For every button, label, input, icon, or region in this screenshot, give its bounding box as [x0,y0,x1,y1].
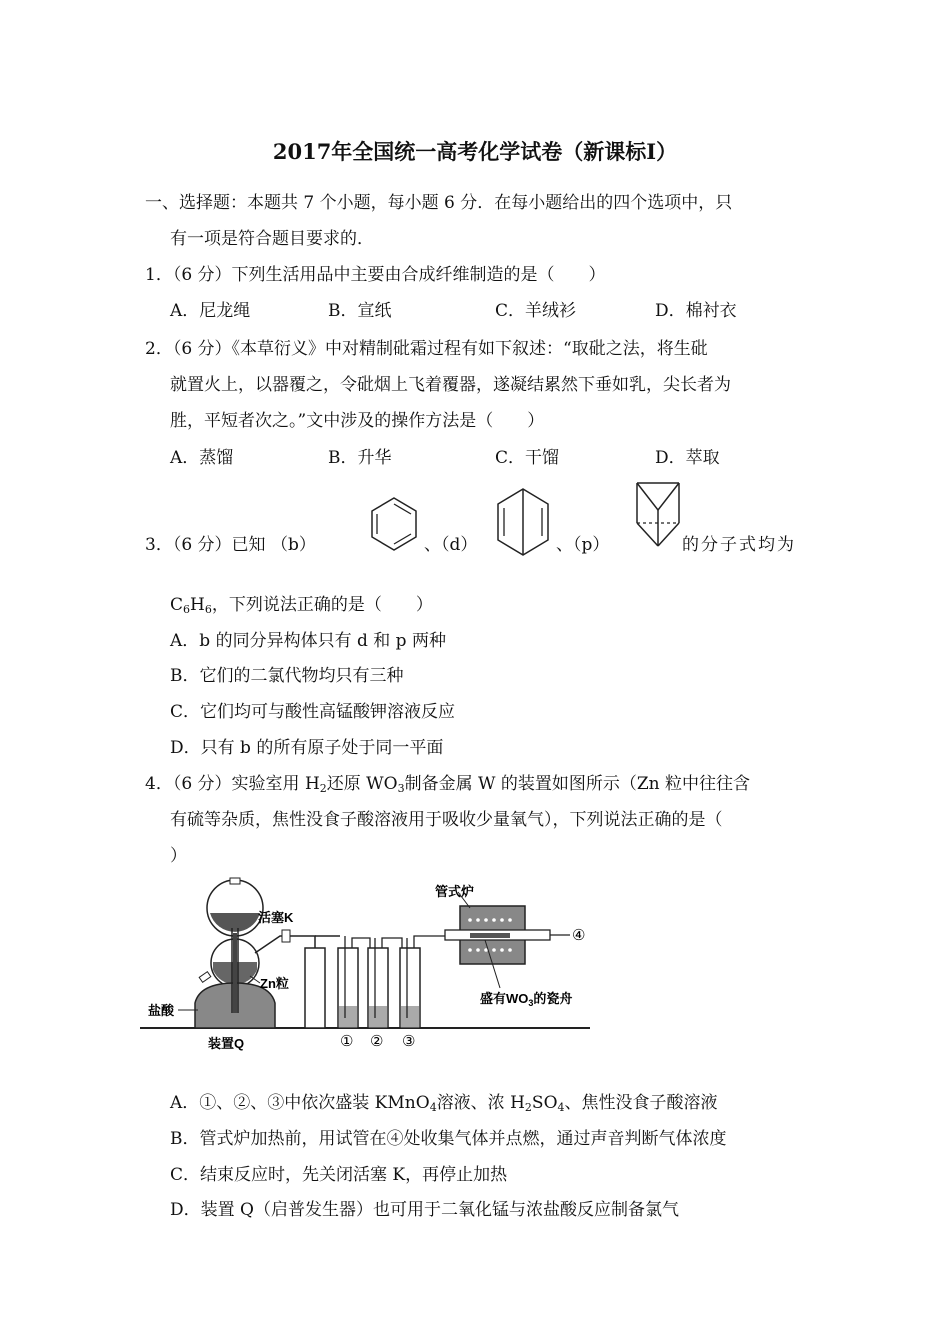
q4-line3: ） [170,846,187,866]
washing-bottles [305,936,460,1028]
label-zn: Zn粒 [260,976,289,991]
q3-suffix: 的分子式均为 [682,535,796,555]
q2-option-d: D．萃取 [655,448,720,468]
q2-option-c: C．干馏 [495,448,560,468]
q2-line3: 胜，平短者次之。”文中涉及的操作方法是（ ） [170,411,545,431]
q4-option-a: A．①、②、③中依次盛装 KMnO$_4$溶液、浓 $H_2SO_4$、焦性没食子酸溶液 [170,1093,718,1114]
label-hcl: 盐酸 [148,1003,175,1018]
label-furnace: 管式炉 [435,884,475,899]
dewar-benzene-structure-d [494,486,552,558]
label-outlet-4: ④ [572,926,586,944]
q3-option-b: B．它们的二氯代物均只有三种 [170,666,404,686]
q3-option-c: C．它们均可与酸性高锰酸钾溶液反应 [170,702,456,722]
q3-prefix: 3．（6 分）已知 （b） [145,535,316,555]
apparatus-figure [140,878,610,1058]
q3-separator-p: 、（p） [556,535,610,555]
q4-option-d: D．装置 Q（启普发生器）也可用于二氧化锰与浓盐酸反应制备氯气 [170,1200,679,1220]
label-bottle-2: ② [370,1032,384,1050]
label-stopcock-k: 活塞K [258,910,294,925]
q2-option-a: A．蒸馏 [170,448,234,468]
q1-stem: 1．（6 分）下列生活用品中主要由合成纤维制造的是（ ） [145,265,606,285]
q3-stem-tail: $C_6H_6$，下列说法正确的是（ ） [170,595,433,616]
q4-line2: 有硫等杂质，焦性没食子酸溶液用于吸收少量氧气），下列说法正确的是（ [170,810,723,830]
q4-line1: 4．（6 分）实验室用 $H_2$还原 $WO_3$制备金属 W 的装置如图所示（Zn 粒中往往含 [145,774,751,795]
page-title: 2017年全国统一高考化学试卷（新课标Ⅰ） [272,139,678,164]
label-bottle-1: ① [340,1032,354,1050]
section-intro-line2: 有一项是符合题目要求的． [170,229,374,249]
label-bottle-3: ③ [402,1032,416,1050]
q1-option-c: C．羊绒衫 [495,301,577,321]
section-intro-line1: 一、选择题：本题共 7 个小题，每小题 6 分．在每小题给出的四个选项中，只 [145,193,733,213]
q4-option-c: C．结束反应时，先关闭活塞 K，再停止加热 [170,1165,508,1185]
q4-option-b: B．管式炉加热前，用试管在④处收集气体并点燃，通过声音判断气体浓度 [170,1129,727,1149]
benzene-structure-b [368,496,420,552]
q3-option-d: D．只有 b 的所有原子处于同一平面 [170,738,444,758]
prismane-structure-p [634,480,682,548]
q2-option-b: B．升华 [328,448,392,468]
q2-line2: 就置火上，以器覆之，令砒烟上飞着覆器，遂凝结累然下垂如乳，尖长者为 [170,375,731,395]
q2-line1: 2．（6 分）《本草衍义》中对精制砒霜过程有如下叙述：“取砒之法，将生砒 [145,339,708,359]
q3-separator-d: 、（d） [424,535,478,555]
q1-option-b: B．宣纸 [328,301,392,321]
label-boat: 盛有$WO_3$的瓷舟 [480,991,573,1008]
q1-option-d: D．棉衬衣 [655,301,737,321]
label-device-q: 装置Q [208,1036,245,1051]
q1-option-a: A．尼龙绳 [170,301,251,321]
q3-option-a: A．b 的同分异构体只有 d 和 p 两种 [170,631,446,651]
